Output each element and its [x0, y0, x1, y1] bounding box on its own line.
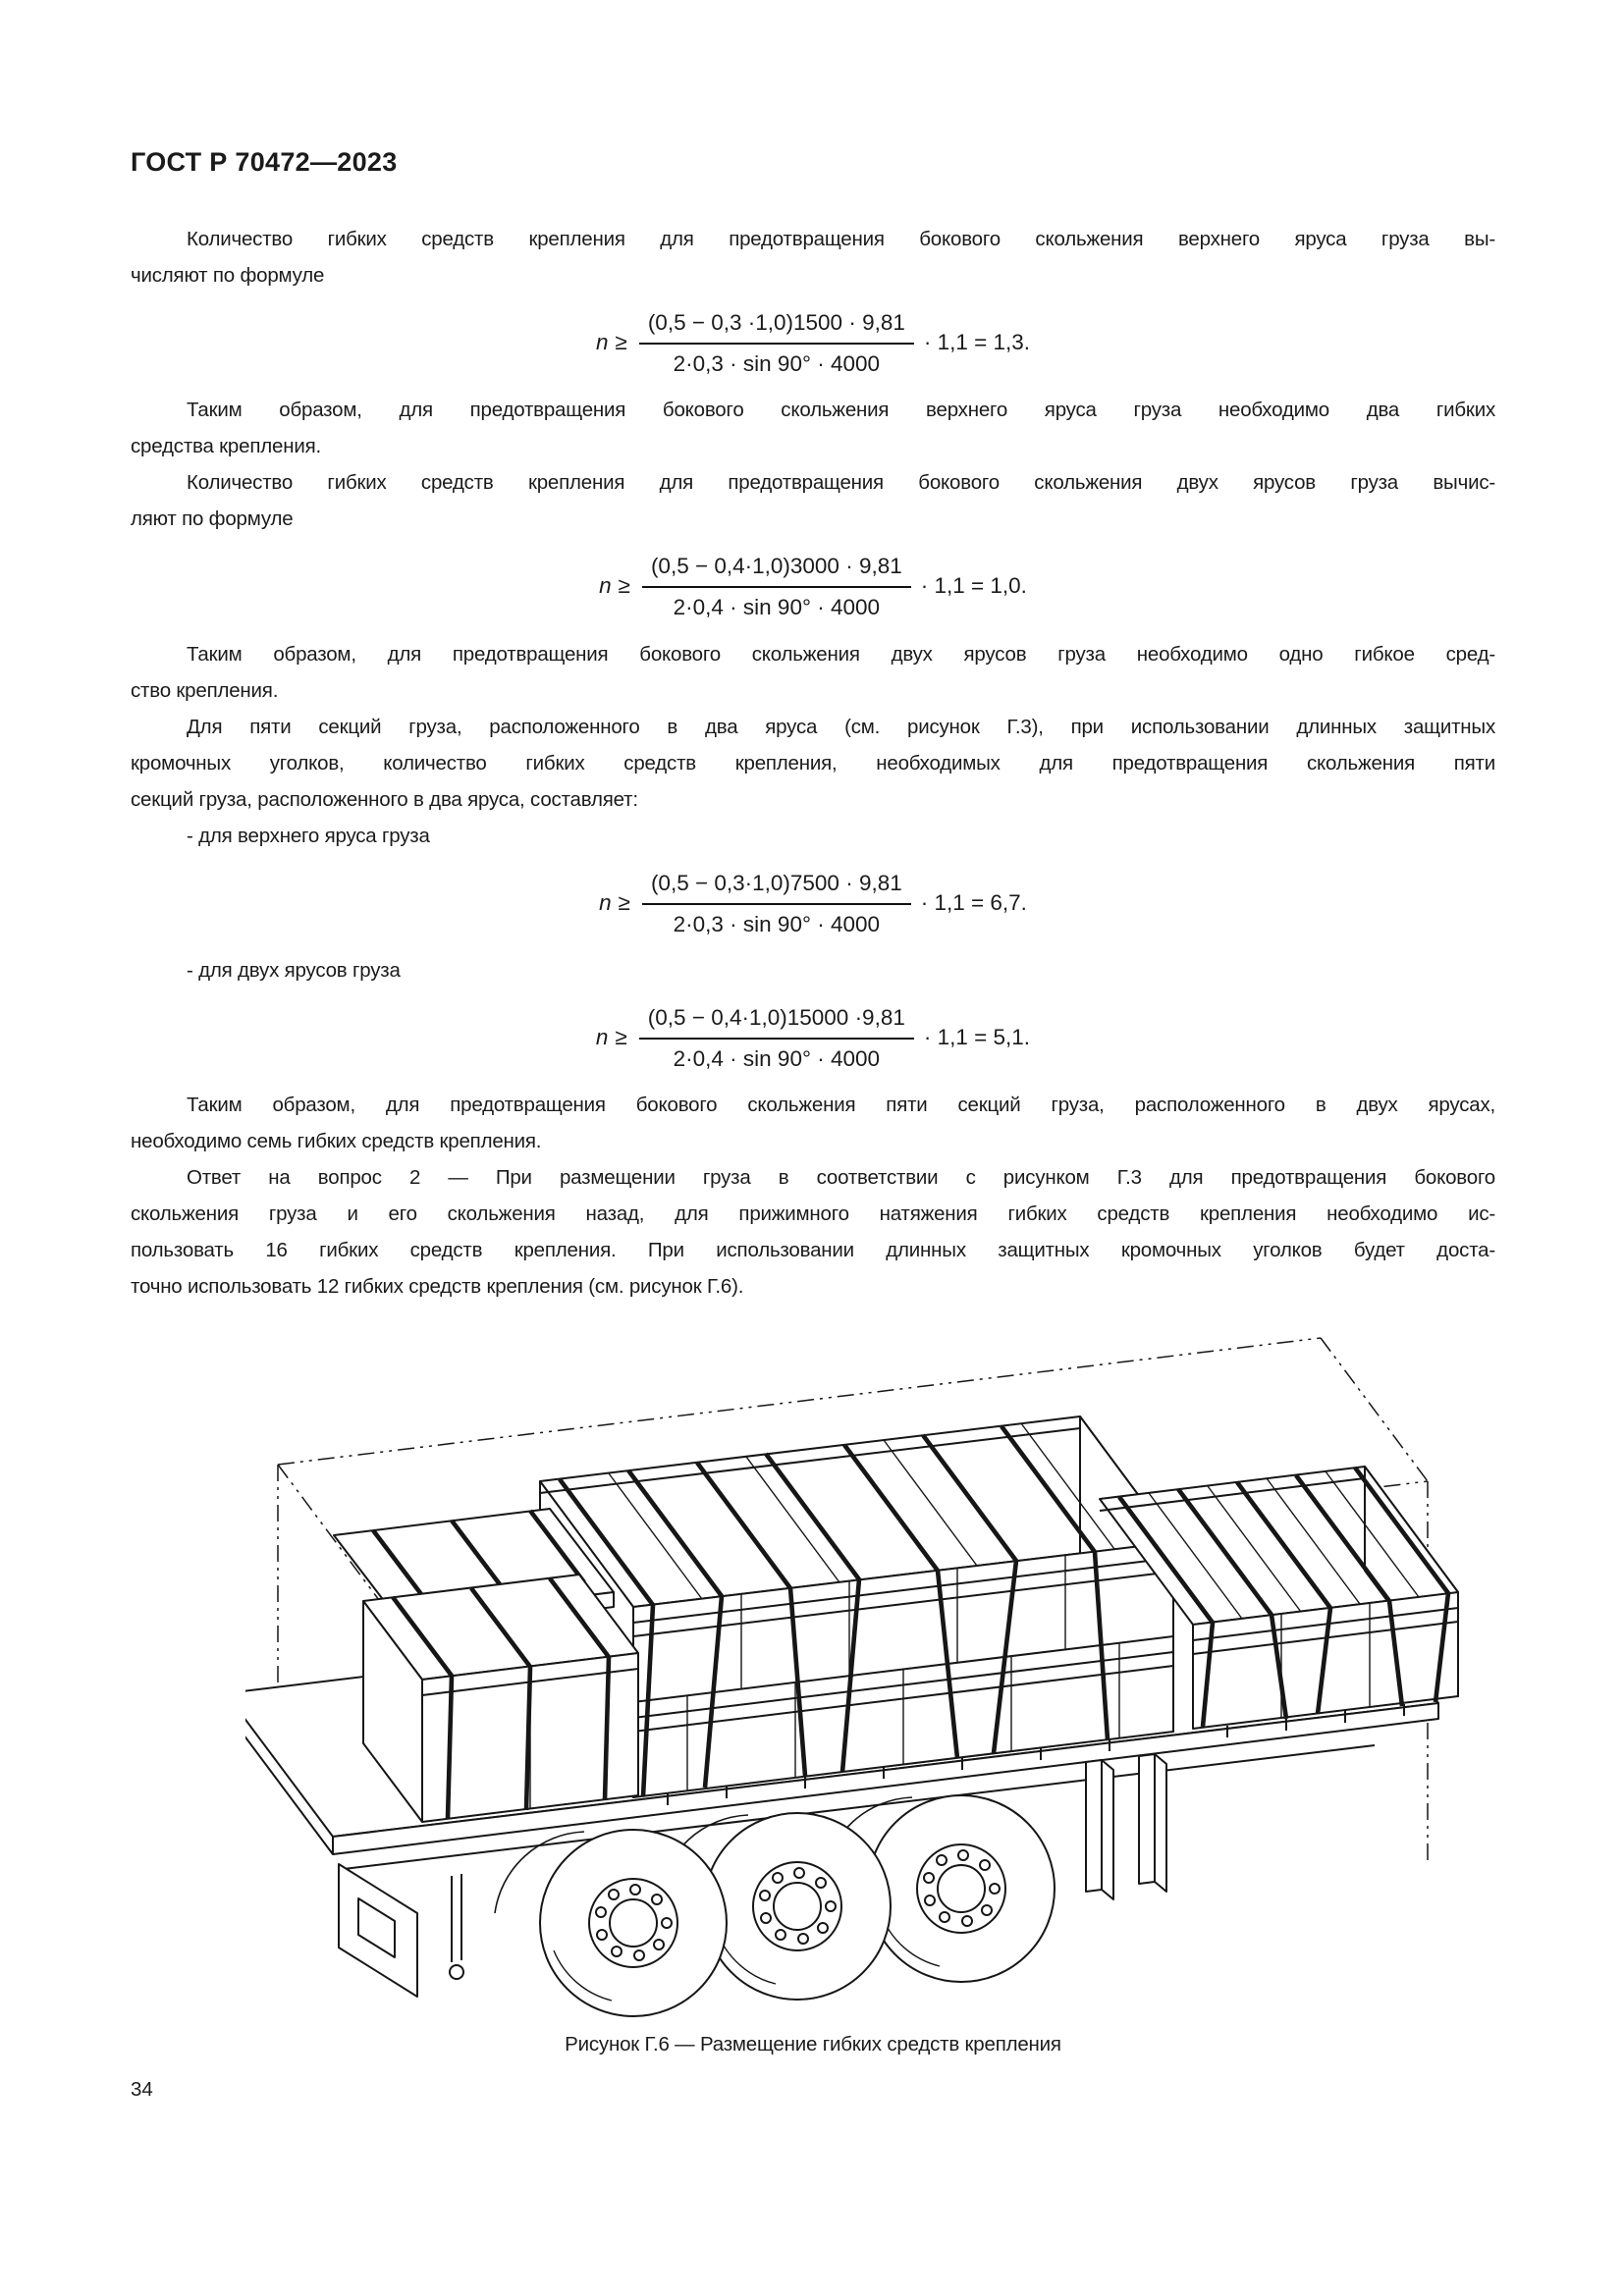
formula-result: · 1,1 = 1,0. — [920, 573, 1027, 599]
paragraph-line: Таким образом, для предотвращения бокового скольжения верхнего яруса груза необходимо два гибких — [187, 399, 1495, 422]
paragraph-line: ство крепления. — [131, 678, 279, 702]
trailer-cargo-drawing — [245, 1334, 1473, 2021]
formula-variable: n — [599, 573, 612, 599]
formula-denominator: 2·0,3 · sin 90° · 4000 — [673, 351, 881, 377]
paragraph-line: Для пяти секций груза, расположенного в два яруса (см. рисунок Г.3), при использовании длинных защитных — [187, 715, 1495, 738]
paragraph-3 — [131, 464, 1495, 537]
formula-1 — [131, 307, 1495, 378]
paragraph-5 — [131, 709, 1495, 818]
paragraph-line: средства крепления. — [131, 435, 321, 458]
formula-3 — [131, 868, 1495, 938]
figure-g6 — [245, 1334, 1473, 2021]
paragraph-line: точно использовать 12 гибких средств крепления (см. рисунок Г.6). — [131, 1275, 744, 1298]
paragraph-line: ляют по формуле — [131, 507, 294, 531]
paragraph-line: секций груза, расположенного в два яруса, составляет: — [131, 787, 638, 811]
list-item-upper-tier: - для верхнего яруса груза — [187, 824, 430, 847]
formula-denominator: 2·0,4 · sin 90° · 4000 — [673, 595, 881, 620]
paragraph-2 — [131, 392, 1495, 464]
figure-caption: Рисунок Г.6 — Размещение гибких средств крепления — [565, 2033, 1061, 2056]
paragraph-line: скольжения груза и его скольжения назад, для прижимного натяжения гибких средств крепления необходимо ис- — [131, 1202, 1495, 1225]
paragraph-line: кромочных уголков, количество гибких средств крепления, необходимых для предотвращения скольжения пяти — [131, 751, 1495, 774]
formula-fraction — [642, 551, 911, 621]
paragraph-6 — [131, 1087, 1495, 1159]
formula-relation: ≥ — [618, 573, 630, 599]
paragraph-7 — [131, 1159, 1495, 1305]
paragraph-line: Таким образом, для предотвращения бокового скольжения пяти секций груза, расположенного в двух ярусах, — [187, 1094, 1495, 1116]
formula-variable: n — [595, 330, 609, 355]
formula-relation: ≥ — [615, 1024, 627, 1049]
formula-fraction — [642, 868, 911, 938]
paragraph-line: Ответ на вопрос 2 — При размещении груза в соответствии с рисунком Г.3 для предотвращения бокового — [187, 1166, 1495, 1189]
paragraph-line: Количество гибких средств крепления для предотвращения бокового скольжения двух ярусов груза вычис- — [187, 471, 1495, 495]
paragraph-4 — [131, 636, 1495, 709]
formula-fraction — [639, 307, 914, 378]
formula-denominator: 2·0,3 · sin 90° · 4000 — [673, 911, 881, 936]
formula-numerator: (0,5 − 0,4·1,0)15000 ·9,81 — [639, 1002, 914, 1040]
formula-relation: ≥ — [618, 889, 630, 915]
formula-relation: ≥ — [615, 330, 627, 355]
formula-numerator: (0,5 − 0,4·1,0)3000 · 9,81 — [642, 551, 911, 588]
wheel-front — [495, 1830, 727, 2016]
list-item-two-tiers: - для двух ярусов груза — [187, 958, 401, 982]
formula-4 — [131, 1002, 1495, 1073]
formula-numerator: (0,5 − 0,3 ·1,0)1500 · 9,81 — [639, 307, 914, 345]
formula-variable: n — [595, 1024, 609, 1049]
paragraph-line: Таким образом, для предотвращения бокового скольжения двух ярусов груза необходимо одно гибкое сред- — [187, 642, 1495, 666]
formula-result: · 1,1 = 6,7. — [920, 889, 1027, 915]
formula-result: · 1,1 = 5,1. — [923, 1024, 1031, 1049]
paragraph-line: необходимо семь гибких средств крепления. — [131, 1130, 542, 1152]
paragraph-1 — [131, 221, 1495, 294]
page-number: 34 — [131, 2078, 153, 2101]
formula-fraction — [639, 1002, 914, 1073]
text-column — [131, 221, 1495, 1305]
paragraph-line: числяют по формуле — [131, 264, 325, 287]
paragraph-line: пользовать 16 гибких средств крепления. При использовании длинных защитных кромочных уголков будет доста- — [131, 1239, 1495, 1261]
formula-denominator: 2·0,4 · sin 90° · 4000 — [673, 1045, 881, 1071]
paragraph-line: Количество гибких средств крепления для предотвращения бокового скольжения верхнего яруса груза вы- — [187, 228, 1495, 250]
front-chassis — [339, 1864, 463, 1997]
formula-2 — [131, 551, 1495, 621]
document-header: ГОСТ Р 70472—2023 — [131, 147, 398, 177]
formula-variable: n — [599, 889, 612, 915]
formula-numerator: (0,5 − 0,3·1,0)7500 · 9,81 — [642, 868, 911, 905]
formula-result: · 1,1 = 1,3. — [923, 330, 1031, 355]
